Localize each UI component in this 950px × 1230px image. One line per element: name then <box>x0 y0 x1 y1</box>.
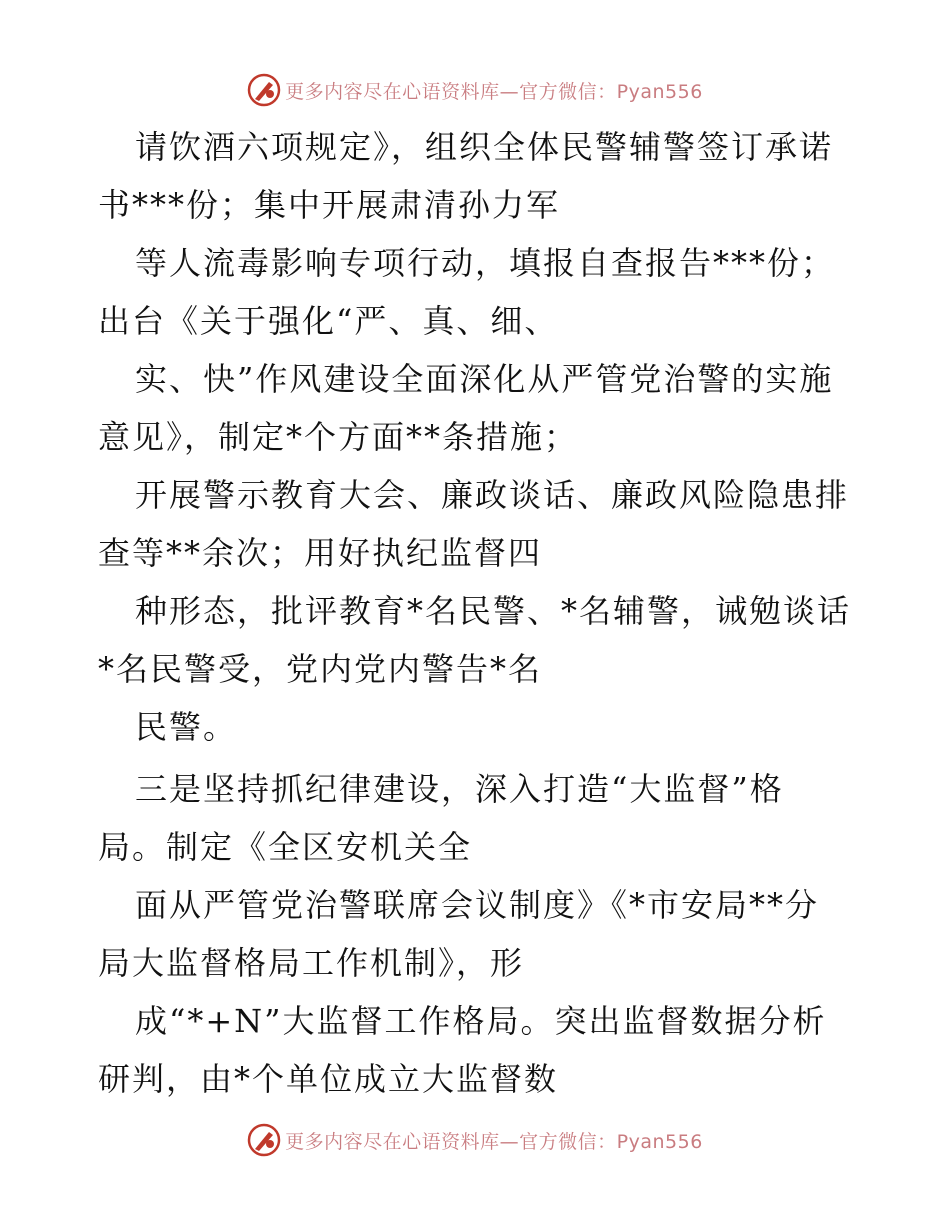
text-line: 意见》，制定*个方面**条措施； <box>98 418 579 456</box>
text-line: 书***份；集中开展肃清孙力军 <box>98 186 561 224</box>
watermark-text: 更多内容尽在心语资料库—官方微信：Pyan556 <box>285 1130 703 1153</box>
text-line: 开展警示教育大会、廉政谈话、廉政风险隐患排 <box>135 476 850 514</box>
text-line: 查等**余次；用好执纪监督四 <box>98 534 543 572</box>
watermark-text: 更多内容尽在心语资料库—官方微信：Pyan556 <box>285 80 703 103</box>
text-line: 民警。 <box>135 708 238 746</box>
text-line: 种形态，批评教育*名民警、*名辅警，诫勉谈话 <box>135 592 852 630</box>
text-line: 局。制定《全区安机关全 <box>98 828 473 866</box>
text-line: 三是坚持抓纪律建设，深入打造“大监督”格 <box>135 770 784 808</box>
text-line: 研判，由*个单位成立大监督数 <box>98 1060 559 1098</box>
text-line: 局大监督格局工作机制》，形 <box>98 944 525 982</box>
text-line: 出台《关于强化“严、真、细、 <box>98 302 559 340</box>
text-line: *名民警受，党内党内警告*名 <box>98 650 543 688</box>
footer-watermark <box>0 1120 950 1160</box>
text-line: 成“*+N”大监督工作格局。突出监督数据分析 <box>135 1002 827 1040</box>
text-line: 面从严管党治警联席会议制度》《*市安局**分 <box>135 886 820 924</box>
pen-seal-logo-icon <box>247 1123 281 1157</box>
text-line: 请饮酒六项规定》，组织全体民警辅警签订承诺 <box>135 128 834 166</box>
text-line: 实、快”作风建设全面深化从严管党治警的实施 <box>135 360 834 398</box>
text-line: 等人流毒影响专项行动，填报自查报告***份； <box>135 244 836 282</box>
